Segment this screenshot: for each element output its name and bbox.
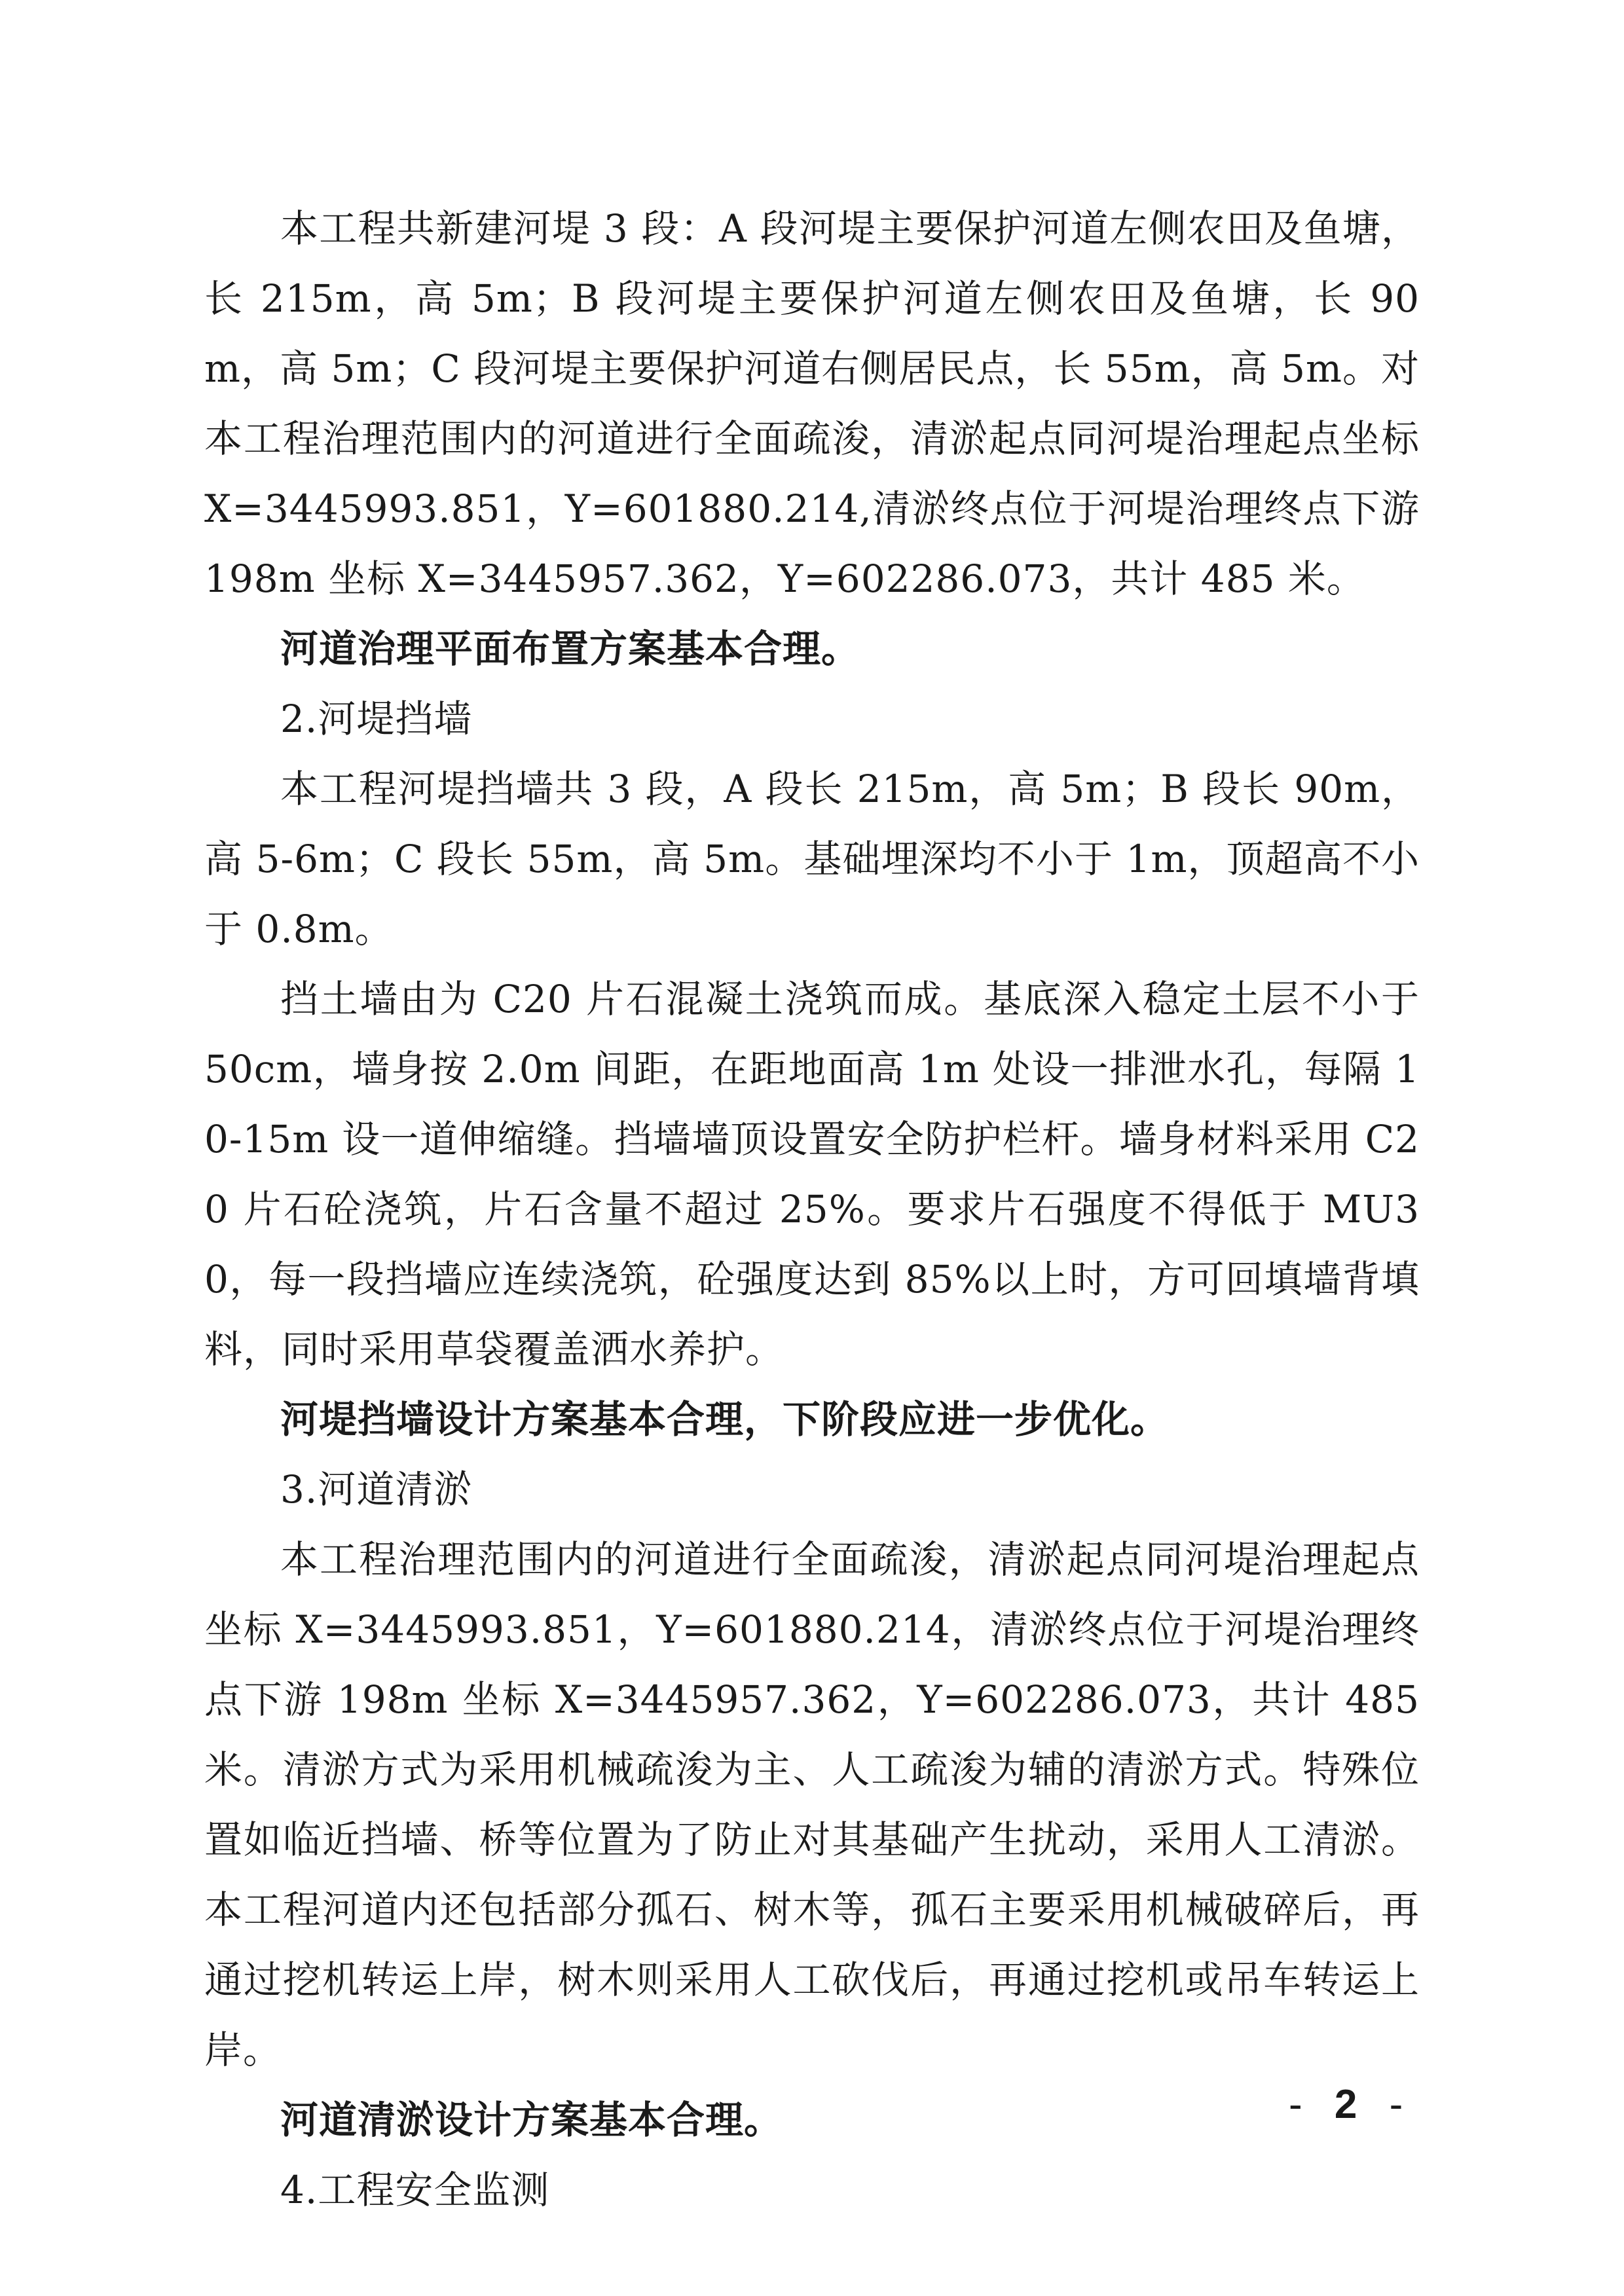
section-4-heading: 4.工程安全监测	[280, 2168, 550, 2212]
section-2-conclusion: 河堤挡墙设计方案基本合理，下阶段应进一步优化。	[280, 1397, 1170, 1442]
section-2-heading: 2.河堤挡墙	[280, 697, 473, 741]
page-number-value: 2	[1334, 2082, 1368, 2127]
section-1-conclusion: 河道治理平面布置方案基本合理。	[280, 627, 860, 671]
document-body	[204, 194, 1420, 2225]
section-3-heading: 3.河道清淤	[280, 1467, 473, 1512]
page-number-dash-right: -	[1389, 2082, 1414, 2127]
section-3-body: 本工程治理范围内的河道进行全面疏浚，清淤起点同河堤治理起点坐标 X=3445993.851，Y=601880.214，清淤终点位于河堤治理终点下游 198m 坐标 X=3445957.362，Y=602286.073，共计 485 米。清淤方式为采用机械疏浚为主、人工疏浚为辅的清淤方式。特殊位置如临近挡墙、桥等位置为了防止对其基础产生扰动，采用人工清淤。本工程河道内还包括部分孤石、树木等，孤石主要采用机械破碎后，再通过挖机转运上岸，树木则采用人工砍伐后，再通过挖机或吊车转运上岸。	[204, 1537, 1420, 2072]
section-2-body-1: 本工程河堤挡墙共 3 段，A 段长 215m，高 5m；B 段长 90m，高 5-6m；C 段长 55m，高 5m。基础埋深均不小于 1m，顶超高不小于 0.8m。	[204, 767, 1420, 951]
section-2-body-2: 挡土墙由为 C20 片石混凝土浇筑而成。基底深入稳定土层不小于 50cm，墙身按 2.0m 间距，在距地面高 1m 处设一排泄水孔，每隔 10-15m 设一道伸缩缝。挡墙墙顶设置安全防护栏杆。墙身材料采用 C20 片石砼浇筑，片石含量不超过 25%。要求片石强度不得低于 MU30，每一段挡墙应连续浇筑，砼强度达到 85%以上时，方可回填墙背填料，同时采用草袋覆盖洒水养护。	[204, 977, 1420, 1372]
section-3-conclusion: 河道清淤设计方案基本合理。	[280, 2098, 783, 2142]
page-number-dash-left: -	[1289, 2082, 1313, 2127]
section-1-body: 本工程共新建河堤 3 段：A 段河堤主要保护河道左侧农田及鱼塘，长 215m，高 5m；B 段河堤主要保护河道左侧农田及鱼塘，长 90m，高 5m；C 段河堤主要保护河道右侧居民点，长 55m，高 5m。对本工程治理范围内的河道进行全面疏浚，清淤起点同河堤治理起点坐标 X=3445993.851，Y=601880.214,清淤终点位于河堤治理终点下游 198m 坐标 X=3445957.362，Y=602286.073，共计 485 米。	[204, 206, 1420, 601]
page-number	[1289, 2079, 1413, 2131]
